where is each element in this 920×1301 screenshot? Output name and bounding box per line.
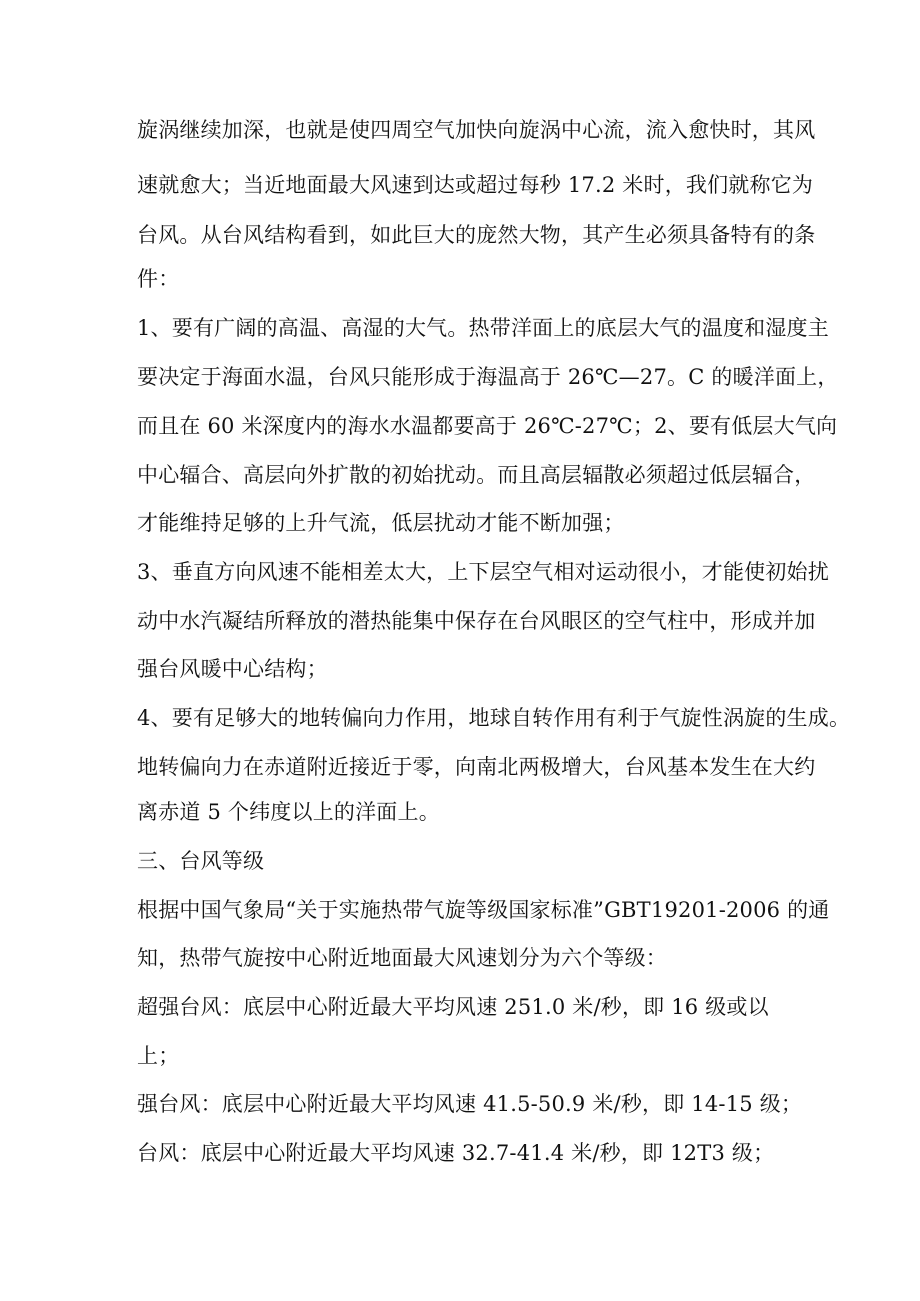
text-line: 1、要有广阔的高温、高湿的大气。热带洋面上的底层大气的温度和湿度主 bbox=[137, 316, 829, 340]
text-line: 上； bbox=[137, 1044, 180, 1068]
text-line: 速就愈大；当近地面最大风速到达或超过每秒 17.2 米时，我们就称它为 bbox=[137, 173, 814, 197]
text-line: 而且在 60 米深度内的海水水温都要高于 26℃-27℃；2、要有低层大气向 bbox=[137, 414, 838, 438]
text-line: 知，热带气旋按中心附近地面最大风速划分为六个等级： bbox=[137, 946, 667, 970]
text-line: 台风。从台风结构看到，如此巨大的庞然大物，其产生必须具备特有的条 bbox=[137, 223, 816, 247]
text-line: 根据中国气象局“关于实施热带气旋等级国家标准”GBT19201-2006 的通 bbox=[137, 898, 830, 922]
text-line: 3、垂直方向风速不能相差太大，上下层空气相对运动很小，才能使初始扰 bbox=[137, 560, 829, 584]
text-line: 强台风：底层中心附近最大平均风速 41.5-50.9 米/秒，即 14-15 级； bbox=[137, 1092, 803, 1116]
text-line: 离赤道 5 个纬度以上的洋面上。 bbox=[137, 800, 440, 824]
text-line: 4、要有足够大的地转偏向力作用，地球自转作用有利于气旋性涡旋的生成。 bbox=[137, 706, 851, 730]
text-line: 中心辐合、高层向外扩散的初始扰动。而且高层辐散必须超过低层辐合， bbox=[137, 463, 816, 487]
text-line: 强台风暖中心结构； bbox=[137, 657, 328, 681]
text-line: 地转偏向力在赤道附近接近于零，向南北两极增大，台风基本发生在大约 bbox=[137, 755, 816, 779]
text-line: 超强台风：底层中心附近最大平均风速 251.0 米/秒，即 16 级或以 bbox=[137, 995, 769, 1019]
text-line: 要决定于海面水温，台风只能形成于海温高于 26℃—27。C 的暖洋面上， bbox=[137, 365, 839, 389]
text-line: 台风：底层中心附近最大平均风速 32.7-41.4 米/秒，即 12T3 级； bbox=[137, 1141, 775, 1165]
text-line: 才能维持足够的上升气流，低层扰动才能不断加强； bbox=[137, 511, 625, 535]
text-line: 旋涡继续加深，也就是使四周空气加快向旋涡中心流，流入愈快时，其风 bbox=[137, 118, 816, 142]
text-line: 件： bbox=[137, 267, 180, 291]
section-heading: 三、台风等级 bbox=[137, 849, 265, 873]
text-line: 动中水汽凝结所释放的潜热能集中保存在台风眼区的空气柱中，形成并加 bbox=[137, 609, 816, 633]
